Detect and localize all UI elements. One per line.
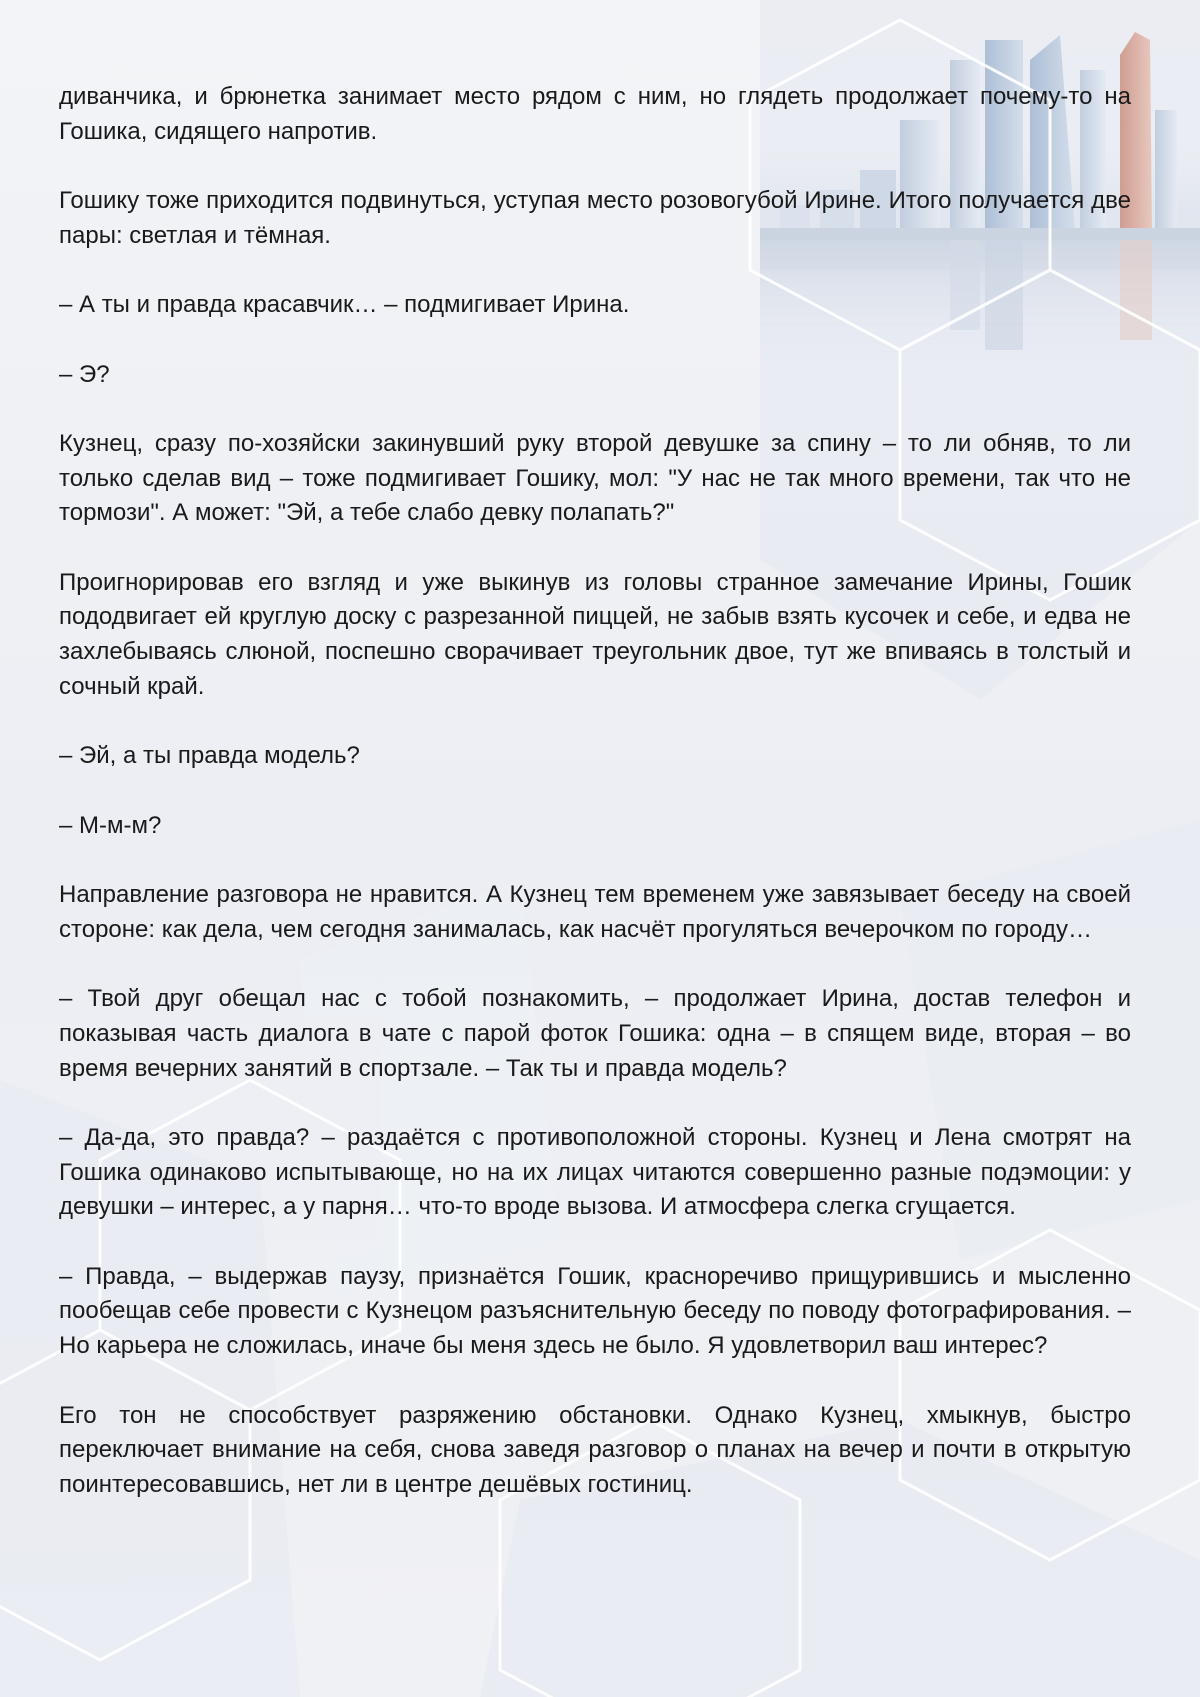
paragraph-7: – Эй, а ты правда модель? bbox=[59, 742, 360, 770]
paragraph-4: – Э? bbox=[59, 360, 110, 388]
paragraph-1: диванчика, и брюнетка занимает место рядом с ним, но глядеть продолжает почему-то на Гошика, сидящего напротив. bbox=[59, 83, 1131, 145]
paragraph-2: Гошику тоже приходится подвинуться, уступая место розовогубой Ирине. Итого получается две пары: светлая и тёмная. bbox=[59, 187, 1131, 249]
paragraph-9: Направление разговора не нравится. А Кузнец тем временем уже завязывает беседу на своей стороне: как дела, чем сегодня занималась, как насчёт прогуляться вечерочком по городу… bbox=[59, 881, 1131, 943]
paragraph-11: – Да-да, это правда? – раздаётся с противоположной стороны. Кузнец и Лена смотрят на Гошика одинаково испытывающе, но на их лицах читаются совершенно разные подэмоции: у девушки – интерес, а у парня… что-то вроде вызова. И атмосфера слегка сгущается. bbox=[59, 1123, 1131, 1221]
paragraph-8: – М-м-м? bbox=[59, 811, 162, 839]
paragraph-6: Проигнорировав его взгляд и уже выкинув из головы странное замечание Ирины, Гошик пододвигает ей круглую доску с разрезанной пиццей, не забыв взять кусочек и себе, и едва не захлебываясь слюной, поспешно сворачивает треугольник двое, тут же впиваясь в толстый и сочный край. bbox=[59, 568, 1131, 700]
paragraph-13: Его тон не способствует разряжению обстановки. Однако Кузнец, хмыкнув, быстро переключает внимание на себя, снова заведя разговор о планах на вечер и почти в открытую поинтересовавшись, нет ли в центре дешёвых гостиниц. bbox=[59, 1401, 1131, 1498]
paragraph-12: – Правда, – выдержав паузу, признаётся Гошик, красноречиво прищурившись и мысленно пообещав себе провести с Кузнецом разъяснительную беседу по поводу фотографирования. – Но карьера не сложилась, иначе бы меня здесь не было. Я удовлетворил ваш интерес? bbox=[59, 1262, 1131, 1360]
paragraph-5: Кузнец, сразу по-хозяйски закинувший руку второй девушке за спину – то ли обняв, то ли только сделав вид – тоже подмигивает Гошику, мол: "У нас не так много времени, так что не тормози". А может: "Эй, а тебе слабо девку полапать?" bbox=[59, 429, 1131, 527]
paragraph-3: – А ты и правда красавчик… – подмигивает Ирина. bbox=[59, 291, 630, 319]
document-text bbox=[59, 80, 1131, 1537]
paragraph-10: – Твой друг обещал нас с тобой познакомить, – продолжает Ирина, достав телефон и показывая часть диалога в чате с парой фоток Гошика: одна – в спящем виде, вторая – во время вечерних занятий в спортзале. – Так ты и правда модель? bbox=[59, 985, 1131, 1082]
